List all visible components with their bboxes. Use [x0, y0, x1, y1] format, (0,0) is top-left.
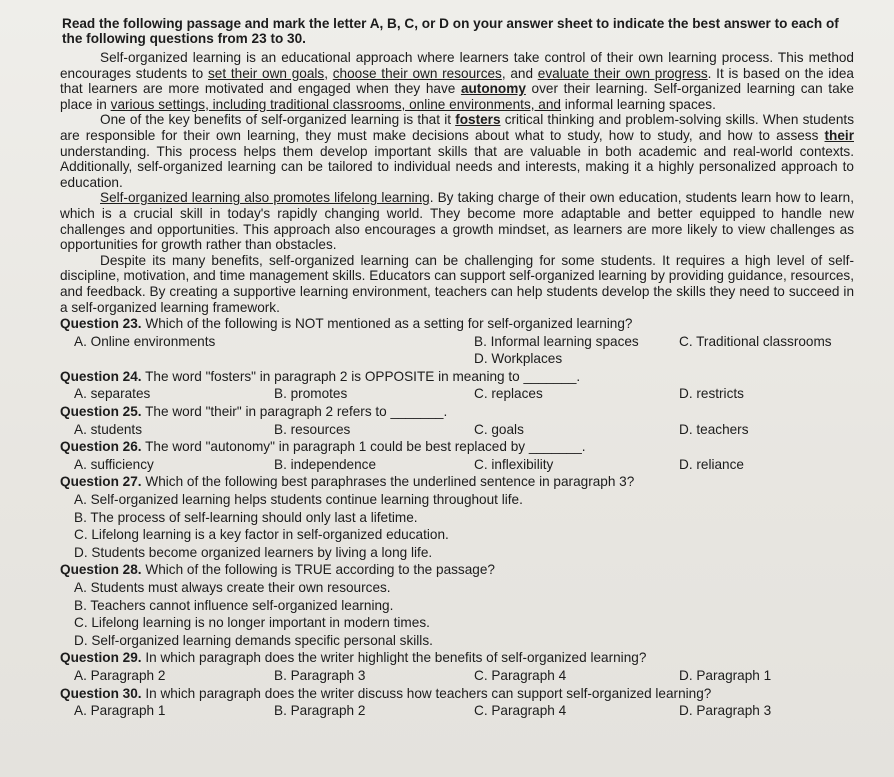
option-d[interactable]: D. Workplaces [474, 351, 563, 367]
option-a[interactable]: A. Online environments [74, 333, 216, 349]
options [74, 579, 854, 649]
question-text: In which paragraph does the writer highlight the benefits of self-organized learning? [141, 650, 647, 666]
p2-their: their [824, 127, 854, 143]
options [74, 667, 854, 685]
p2-text: understanding. This process helps them develop important skills that are valuable in both academic and real-world contexts. Additionally, self-organized learning can be tailored to individual needs and interests, making it a highly personalized approach to education. [60, 143, 854, 190]
option-b[interactable]: B. promotes [274, 386, 348, 402]
option-c[interactable]: C. Traditional classrooms [679, 333, 832, 349]
options [74, 385, 854, 403]
question-24 [60, 368, 854, 403]
paragraph-1 [60, 50, 854, 112]
p3-underlined-sentence: Self-organized learning also promotes lifelong learning [100, 190, 430, 206]
question-text: Which of the following is TRUE according to the passage? [141, 562, 495, 578]
paragraph-3 [60, 190, 854, 252]
question-text: Which of the following best paraphrases the underlined sentence in paragraph 3? [141, 474, 635, 490]
question-text: The word "their" in paragraph 2 refers to _______. [141, 404, 448, 420]
option-d[interactable]: D. Self-organized learning demands specific personal skills. [74, 632, 433, 648]
option-b[interactable]: B. The process of self-learning should only last a lifetime. [74, 509, 418, 525]
question-text: The word "autonomy" in paragraph 1 could be best replaced by _______. [141, 439, 586, 455]
p1-text: , [324, 65, 333, 81]
option-a[interactable]: A. Paragraph 2 [74, 667, 166, 683]
p1-text: . It is based on the idea that learners are more motivated and engaged when they have [60, 65, 854, 97]
question-30 [60, 685, 854, 720]
p2-text: critical thinking and problem-solving skills. When students are responsible for their own learning, they must make decisions about what to study, how to study, and how to assess [60, 112, 854, 143]
p2-text: One of the key benefits of self-organized learning is that it [100, 112, 456, 128]
question-number: Question 28. [60, 562, 142, 578]
question-number: Question 29. [60, 650, 142, 666]
p1-text: , and [501, 65, 538, 81]
question-number: Question 26. [60, 439, 142, 455]
options [74, 456, 854, 474]
option-d[interactable]: D. reliance [679, 456, 744, 472]
option-d[interactable]: D. restricts [679, 386, 744, 402]
option-b[interactable]: B. Informal learning spaces [474, 333, 639, 349]
option-a[interactable]: A. Students must always create their own resources. [74, 580, 391, 595]
option-d[interactable]: D. Paragraph 1 [679, 667, 772, 683]
question-29 [60, 649, 854, 684]
paragraph-2 [60, 112, 854, 190]
question-number: Question 25. [60, 404, 142, 420]
p1-underline-3: evaluate their own progress [537, 65, 708, 81]
p1-autonomy: autonomy [460, 81, 526, 97]
option-c[interactable]: C. inflexibility [474, 456, 554, 472]
p1-text: over their learning. Self-organized learning can take place in [60, 81, 854, 112]
option-b[interactable]: B. Paragraph 3 [274, 667, 366, 683]
question-text: The word "fosters" in paragraph 2 is OPPOSITE in meaning to _______. [141, 368, 581, 384]
question-27 [60, 473, 854, 561]
options [74, 491, 854, 561]
option-b[interactable]: B. resources [274, 421, 351, 437]
option-c[interactable]: C. goals [474, 421, 524, 437]
option-b[interactable]: B. Teachers cannot influence self-organized learning. [74, 597, 394, 613]
question-number: Question 30. [60, 685, 142, 701]
option-d[interactable]: D. Paragraph 3 [679, 703, 772, 719]
options [74, 421, 854, 439]
option-c[interactable]: C. Paragraph 4 [474, 703, 567, 719]
p1-underline-1: set their own goals [207, 65, 325, 81]
question-text: In which paragraph does the writer discuss how teachers can support self-organized learning? [141, 685, 712, 701]
question-26 [60, 438, 854, 473]
option-a[interactable]: A. separates [74, 386, 151, 402]
option-d[interactable]: D. teachers [679, 421, 749, 437]
option-c[interactable]: C. Lifelong learning is no longer important in modern times. [74, 615, 430, 631]
p1-text: Self-organized learning is an educational approach where learners take control of their own learning process. This method encourages students to [60, 50, 854, 81]
instruction: Read the following passage and mark the letter A, B, C, or D on your answer sheet to indicate the best answer to each of the following questions from 23 to 30. [62, 16, 839, 46]
question-number: Question 23. [60, 316, 142, 332]
option-a[interactable]: A. Paragraph 1 [74, 703, 166, 719]
option-a[interactable]: A. students [74, 421, 143, 437]
option-d[interactable]: D. Students become organized learners by living a long life. [74, 544, 433, 560]
question-25 [60, 403, 854, 438]
p1-underline-5: various settings, including traditional classrooms, online environments, and [110, 96, 561, 112]
options [74, 333, 854, 368]
paragraph-4: Despite its many benefits, self-organized learning can be challenging for some students. It requires a high level of self-discipline, motivation, and time management skills. Educators can support self-organized learning by providing guidance, resources, and feedback. By creating a supportive learning environment, teachers can help students develop the skills they need to succeed in a self-organized learning framework. [60, 252, 854, 315]
question-23 [60, 315, 854, 368]
option-a[interactable]: A. sufficiency [74, 456, 154, 472]
question-text: Which of the following is NOT mentioned as a setting for self-organized learning? [141, 316, 633, 332]
option-c[interactable]: C. replaces [474, 386, 543, 402]
option-a[interactable]: A. Self-organized learning helps students continue learning throughout life. [74, 492, 523, 508]
p1-text: informal learning spaces. [560, 96, 716, 112]
p3-text: . By taking charge of their own education, students learn how to learn, which is a crucial skill in today's rapidly changing world. They become more adaptable and better equipped to handle new challenges and opportunities. This approach also encourages a growth mindset, as learners are more likely to view challenges as opportunities for growth rather than obstacles. [60, 190, 854, 253]
p1-underline-2: choose their own resources [332, 65, 502, 81]
option-b[interactable]: B. independence [274, 456, 377, 472]
p2-fosters: fosters [455, 112, 501, 128]
option-b[interactable]: B. Paragraph 2 [274, 703, 366, 719]
question-number: Question 24. [60, 368, 142, 384]
option-c[interactable]: C. Paragraph 4 [474, 667, 567, 683]
question-28 [60, 561, 854, 649]
options [74, 702, 854, 720]
question-number: Question 27. [60, 474, 142, 490]
option-c[interactable]: C. Lifelong learning is a key factor in self-organized education. [74, 527, 449, 543]
